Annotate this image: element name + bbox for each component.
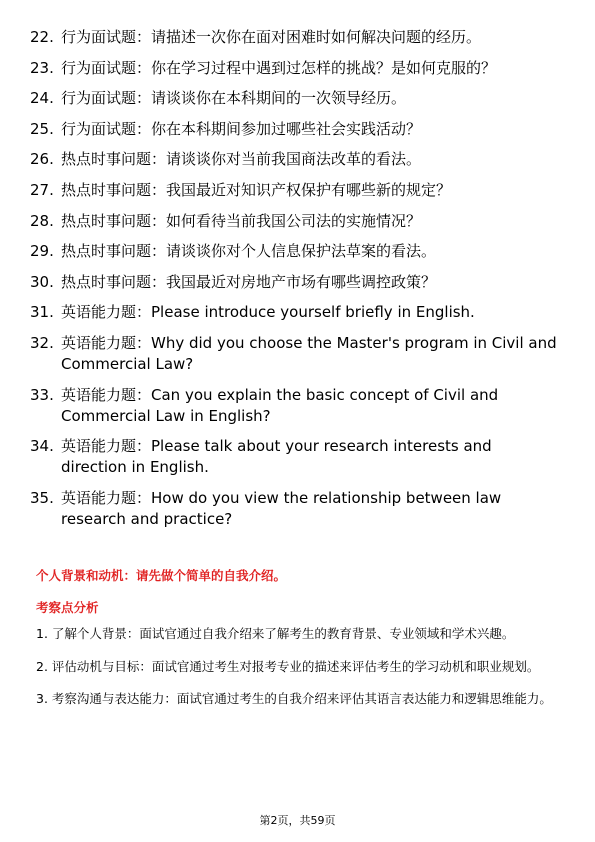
question-item	[30, 58, 560, 79]
question-list	[30, 27, 560, 539]
question-item	[30, 488, 560, 530]
question-text: 行为面试题：你在学习过程中遇到过怎样的挑战？是如何克服的？	[61, 58, 497, 77]
question-number: 33.	[30, 385, 54, 404]
question-number: 32.	[30, 333, 54, 352]
question-number: 34.	[30, 437, 54, 456]
question-text: 热点时事问题：请谈谈你对当前我国商法改革的看法。	[61, 150, 422, 169]
question-item	[30, 241, 560, 262]
question-number: 28.	[30, 211, 54, 230]
section-heading: 个人背景和动机：请先做个简单的自我介绍。	[36, 568, 287, 583]
question-number: 29.	[30, 242, 54, 261]
question-item	[30, 180, 560, 201]
question-item	[30, 302, 560, 323]
analysis-points	[36, 622, 556, 720]
question-text: 英语能力题：Can you explain the basic concept of Civil and Commercial Law in English?	[61, 385, 499, 425]
question-text: 热点时事问题：我国最近对知识产权保护有哪些新的规定？	[61, 180, 452, 199]
question-text: 行为面试题：请描述一次你在面对困难时如何解决问题的经历。	[61, 28, 482, 46]
analysis-point: 3. 考察沟通与表达能力：面试官通过考生的自我介绍来评估其语言表达能力和逻辑思维能力。	[36, 691, 552, 706]
question-item	[30, 88, 560, 109]
question-number: 25.	[30, 119, 54, 138]
question-item	[30, 149, 560, 170]
question-text: 英语能力题：How do you view the relationship between law research and practice?	[61, 488, 502, 528]
question-number: 23.	[30, 58, 54, 77]
question-number: 31.	[30, 303, 54, 322]
question-item	[30, 385, 560, 427]
question-number: 30.	[30, 272, 54, 291]
question-item	[30, 272, 560, 293]
analysis-heading: 考察点分析	[36, 600, 99, 615]
question-item	[30, 119, 560, 140]
question-text: 热点时事问题：请谈谈你对个人信息保护法草案的看法。	[61, 242, 437, 261]
question-text: 行为面试题：请谈谈你在本科期间的一次领导经历。	[61, 89, 407, 108]
analysis-point: 2. 评估动机与目标：面试官通过考生对报考专业的描述来评估考生的学习动机和职业规划。	[36, 658, 540, 674]
question-item	[30, 27, 560, 48]
question-number: 22.	[30, 28, 54, 46]
question-text: 热点时事问题：如何看待当前我国公司法的实施情况？	[61, 211, 422, 230]
question-text: 英语能力题：Please talk about your research interests and direction in English.	[61, 437, 492, 477]
question-text: 行为面试题：你在本科期间参加过哪些社会实践活动？	[61, 119, 422, 138]
question-item	[30, 436, 560, 478]
question-text: 英语能力题：Please introduce yourself briefly in English.	[61, 303, 475, 322]
question-number: 35.	[30, 488, 54, 507]
analysis-point: 1. 了解个人背景：面试官通过自我介绍来了解考生的教育背景、专业领域和学术兴趣。	[36, 626, 515, 641]
question-text: 热点时事问题：我国最近对房地产市场有哪些调控政策？	[61, 272, 437, 291]
question-number: 26.	[30, 150, 54, 169]
question-text: 英语能力题：Why did you choose the Master's program in Civil and Commercial Law?	[61, 333, 557, 373]
question-item	[30, 333, 560, 375]
question-number: 24.	[30, 89, 54, 108]
page-number: 第2页，共59页	[259, 814, 336, 827]
question-item	[30, 211, 560, 232]
question-number: 27.	[30, 180, 54, 199]
